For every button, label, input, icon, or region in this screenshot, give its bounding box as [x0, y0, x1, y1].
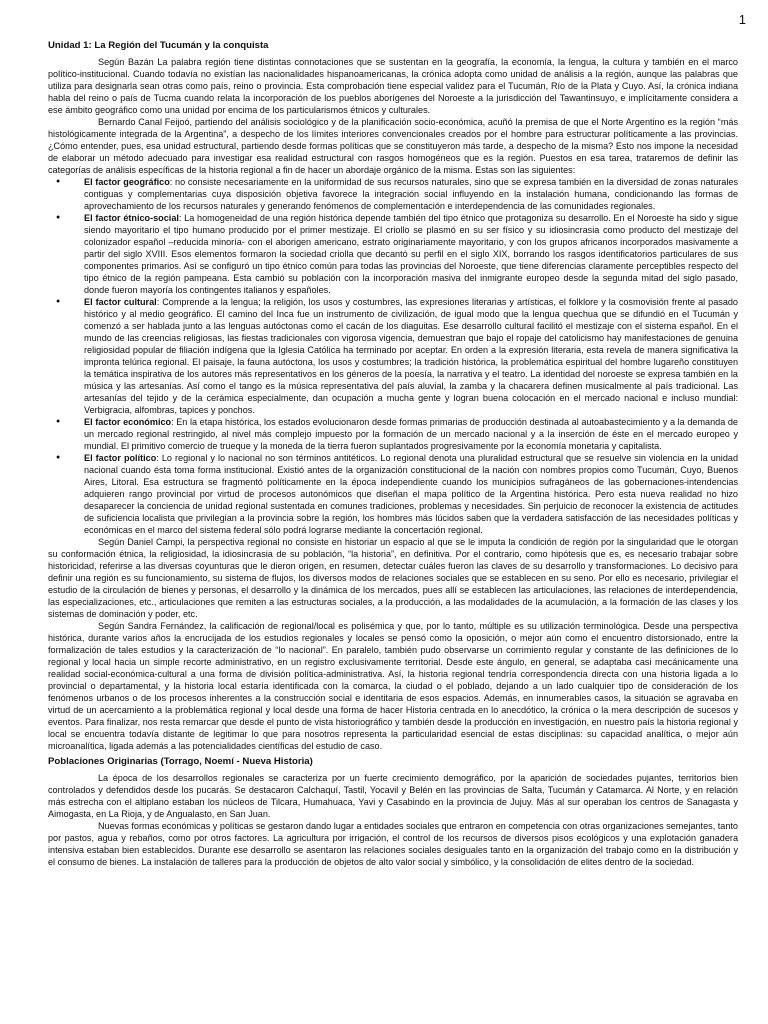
factor-title: El factor cultural [84, 297, 157, 307]
factor-title: El factor étnico-social [84, 213, 179, 223]
factor-item-geografico [84, 176, 738, 212]
factor-item-politico [84, 452, 738, 536]
factor-title: El factor político [84, 453, 157, 463]
page-number: 1 [738, 12, 746, 27]
factor-item-economico [84, 416, 738, 452]
paragraph-fernandez: Según Sandra Fernández, la calificación de regional/local es polisémica y que, por lo tanto, múltiple es su utilización terminológica. Desde una perspectiva histórica, durante varios años la encrucijada de los estudios regionales y locales se pensó como la oposición, o mejor aún como el encuentro distorsionado, entre la formalización de tales estudios y la caracterización de “lo nacional”. En paralelo, también pudo observarse un corrimiento regular y constante de las definiciones de lo regional y local hacia un simple recorte administrativo, en un registro exclusivamente territorial. Desde este ángulo, en general, se adaptaba casi mecánicamente una realidad social-económica-cultural a una forma de división política-administrativa. Así, la historia regional tendría correspondencia directa con una historia ligada a lo provincial o departamental, y la historia local estaría identificada con la comarca, la ciudad o el poblado, dejando a un lado cualquier tipo de consideración de los fenómenos urbanos o de los procesos inherentes a la construcción social e identitaria de esos espacios. Además, en innumerables casos, la situación se agravaba en virtud de un acercamiento a la problemática regional y local desde una forma de hacer Historia centrada en lo anecdótico, la crónica o la mera descripción de sucesos y eventos. Para finalizar, nos resta remarcar que desde el punto de vista historiográfico y también desde la producción en investigación, en nuestro país la historia regional y local se encuentra todavía distante de legitimar lo que para nosotros representa la particularidad esencial de estas disciplinas: su capacidad analítica, o mejor aún microanalítica, ligada además a las potencialidades científicas del estudio de caso. [48, 621, 738, 751]
factors-list [48, 176, 738, 536]
factor-text: : Comprende a la lengua; la religión, los usos y costumbres, las expresiones literarias y artísticas, el folklore y la cosmovisión frente al pasado histórico y al medio geográfico. El camino del Inca fue un instrumento de civilización, de igual modo que la lengua quechua que se difundió en el Tucumán y comenzó a ser hablada junto a las lenguas autóctonas como el cacán de los diaguitas. Ese desarrollo cultural facilitó el mestizaje con el sistema español. En el mundo de las creencias religiosas, las fiestas tradicionales con vigorosa vigencia, demuestran que bajo el ropaje del catolicismo hay manifestaciones de genuina religiosidad popular de filiación indígena que la Iglesia Católica ha terminado por aceptar. En orden a la expresión literaria, esta revela de manera significativa la impronta telúrica regional. El paisaje, la fauna autóctona, los usos y costumbres; la tradición histórica, la problemática espiritual del hombre lugareño constituyen la temática inspirativa de los autores más representativos en los géneros de la poesía, la narrativa y el teatro. La identidad del noroeste se expresa también en la música y las artesanías. Así como el tango es la música representativa del país aluvial, la zamba y la chacarera definen musicalmente al país tradicional. Las artesanías del tejido y de la cerámica especialmente, dan ocupación a mucha gente y logran buena colocación en el mercado nacional e incluso mundial: Verbigracia, alfombras, tapices y ponchos. [84, 297, 738, 415]
factor-text: : En la etapa histórica, los estados evolucionaron desde formas primarias de producción destinada al autoabastecimiento y a la demanda de un mercado regional restringido, al nivel más complejo impuesto por la formación de un mercado nacional y a la inserción de éste en el mercado europeo y mundial. El primitivo comercio de trueque y la moneda de la tierra fueron suplantados progresivamente por la economía monetaria y capitalista. [84, 417, 738, 451]
factor-title: El factor geográfico [84, 177, 170, 187]
factor-text: : no consiste necesariamente en la uniformidad de sus recursos naturales, sino que se expresa también en la diversidad de zonas naturales contiguas y complementarias cuya disposición objetiva favorece la integración social influyendo en la instalación humana, condicionando las formas de aprovechamiento de los recursos naturales y generando fenómenos de complementación e interdependencia de las comunidades regionales. [84, 177, 738, 211]
section-title-poblaciones: Poblaciones Originarias (Torrago, Noemí - Nueva Historia) [48, 756, 313, 767]
factor-text: : Lo regional y lo nacional no son términos antitéticos. Lo regional denota una pluralidad estructural que se resuelve sin violencia en la unidad nacional cuando ésta toma forma institucional. Existió antes de la organización constitucional de la nación con nombres propios como Tucumán, Cuyo, Buenos Aires, Litoral. Esa estructura se fragmentó políticamente en la época independiente cuando los municipios sufragáneos de las gobernaciones-intendencias adquieren rango provincial por virtud de procesos autonómicos que diseñan el mapa político de la Argentina histórica. Pero esta nueva realidad no hizo desaparecer la conciencia de unidad regional sustentada en comunes tradiciones, problemas y necesidades. Sin perjuicio de reconocer la existencia de actitudes de suficiencia localista que privilegian a la provincia sobre la región, los hombres más lúcidos saben que la verdadera satisfacción de las necesidades políticas y económicas en el marco del sistema federal sólo podrá lograrse mediante la concertación regional. [84, 453, 739, 535]
factor-item-cultural [84, 296, 738, 416]
paragraph-campi: Según Daniel Campi, la perspectiva regional no consiste en historiar un espacio al que se le imputa la condición de región por la singularidad que le otorgan su conformación étnica, la religiosidad, la idiosincrasia de su población, “la historia”, en definitiva. Por el contrario, como hipótesis que es, es necesario trabajar sobre historicidad, referirse a las diversas coyunturas que le dieron origen, en resumen, detectar cuáles fueron las claves de su desarrollo y transformaciones. Lo decisivo para definir una región es su funcionamiento, su sistema de flujos, los diversos modos de relaciones sociales que se establecen en su seno. Por ello es necesario, privilegiar el estudio de la circulación de bienes y personas, el desarrollo y la dinámica de los mercados, pues allí se establecen las articulaciones, las relaciones de interdependencia, las especializaciones, etc., articulaciones que remiten a las estructuras sociales, a la producción, a las modalidades de la acumulación, a la formación de las clases y los sistemas de dominación y poder, etc. [48, 537, 738, 619]
factor-text: : La homogeneidad de una región histórica depende también del tipo étnico que protagoniza su desarrollo. En el Noroeste ha sido y sigue siendo mayoritario el tipo humano producido por el primer mestizaje. El criollo se plasmó en su ser físico y su idiosincrasia como producto del mestizaje del colonizador español –reducida minoría- con el aborigen americano, estrato originariamente mayoritario, y con los grupos africanos incorporados masivamente a partir del siglo XVIII. Esos elementos formaron la sociedad criolla que decantó su perfil en el siglo XIX, borrando los rasgos identificatorios particulares de sus componentes primarios. Así se configuró un tipo étnico común para todas las provincias del Noroeste, que tiene diferencias claramente perceptibles respecto del tipo étnico de la región pampeana. Esta cambió su población con la incorporación masiva del inmigrante europeo desde la segunda mitad del siglo pasado, donde fueron mayoría los contingentes italianos y españoles. [84, 213, 739, 295]
document-body [48, 40, 738, 868]
paragraph-bazan: Según Bazán La palabra región tiene distintas connotaciones que se sustentan en la geografía, la economía, la lengua, la cultura y también en el marco político-institucional. Cuando todavía no existían las nacionalidades hispanoamericanas, la crónica adopta como unidad de análisis a la región, aunque las palabras que utiliza para designarla sean otras como país, reino o provincia. Esta comprobación tiene especial validez para el Tucumán, Río de la Plata y Cuyo. Así, la crónica indiana habla del reino o país de Tucma cuando relata la incorporación de los pueblos aborígenes del Noroeste a la jurisdicción del Tawantinsuyo, e implícitamente considera a ese ámbito geográfico como una unidad por encima de los particularismos étnicos y culturales. [48, 57, 738, 115]
paragraph-desarrollos-regionales: La época de los desarrollos regionales se caracteriza por un fuerte crecimiento demográfico, por la aparición de sociedades pujantes, territorios bien controlados y defendidos desde los pucarás. Se destacaron Calchaquí, Tastil, Yocavil y Belén en las provincias de Salta, Tucumán y Catamarca. Al Norte, y en relación más estrecha con el altiplano estaban los núcleos de Tilcara, Humahuaca, Yavi y Casabindo en la provincia de Jujuy. Más al sur operaban los centros de Sanagasta y Aimogasta, en La Rioja, y de Angualasto, en San Juan. [48, 773, 738, 819]
factor-title: El factor económico [84, 417, 172, 427]
paragraph-nuevas-formas: Nuevas formas económicas y políticas se gestaron dando lugar a entidades sociales que entraron en competencia con otras organizaciones semejantes, tanto por pastos, agua y rebaños, como por otros factores. La agricultura por irrigación, el control de los recursos de diversos pisos ecológicos y una explotación ganadera intensiva estaban bien establecidos. Durante ese desarrollo se asentaron las relaciones sociales desiguales tanto en la organización del trabajo como en la distribución y el consumo de bienes. La instalación de talleres para la producción de objetos de alto valor social y simbólico, y la consolidación de elites dentro de la sociedad. [48, 821, 738, 867]
unit-title: Unidad 1: La Región del Tucumán y la conquista [48, 40, 269, 51]
paragraph-canal-feijoo: Bernardo Canal Feijoó, partiendo del análisis sociológico y de la planificación socio-económica, acuñó la premisa de que el Norte Argentino es la región “más histológicamente integrada de la Argentina”, a despecho de los límites interiores convencionales creados por el hombre para estructurar políticamente a las provincias. ¿Cómo entender, pues, esa unidad estructural, partiendo desde formas políticas que se constituyeron más tarde, a despecho de la misma? Esto nos impone la necesidad de elaborar un método adecuado para investigar esa realidad estructural con rasgos homogéneos que es la región. Puestos en esa tarea, trataremos de definir las categorías de análisis específicas de la historia regional a fin de hacer un abordaje orgánico de la misma. Estas son las siguientes: [48, 117, 738, 175]
factor-item-etnico-social [84, 212, 738, 296]
